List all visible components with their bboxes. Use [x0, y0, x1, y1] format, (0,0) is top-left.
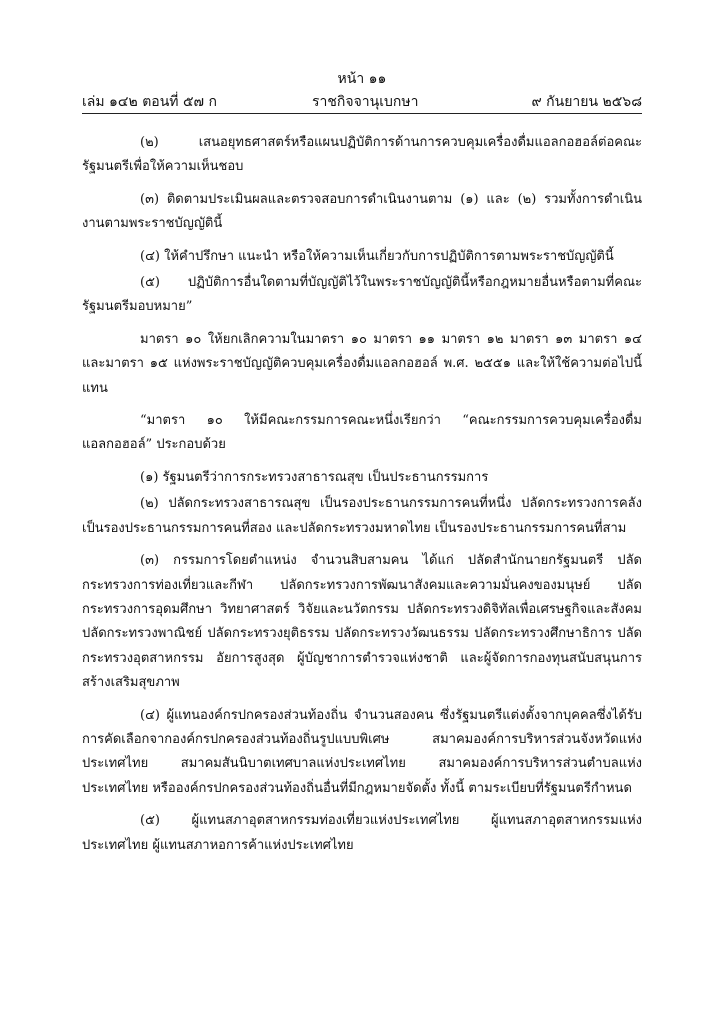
paragraph: (๑) รัฐมนตรีว่าการกระทรวงสาธารณสุข เป็นประธานกรรมการ [140, 469, 489, 485]
paragraph: (๓) ติดตามประเมินผลและตรวจสอบการดำเนินงานตาม (๑) และ (๒) รวมทั้งการดำเนินงานตามพระราชบัญญัตินี้ [82, 191, 642, 232]
document-body [82, 131, 642, 866]
paragraph: (๓) กรรมการโดยตำแหน่ง จำนวนสิบสามคน ได้แก่ ปลัดสำนักนายกรัฐมนตรี ปลัดกระทรวงการท่องเที่ยวและกีฬา ปลัดกระทรวงการพัฒนาสังคมและความมั่นคงของมนุษย์ ปลัดกระทรวงการอุดมศึกษา วิทยาศาสตร์ วิจัยและนวัตกรรม ปลัดกระทรวงดิจิทัลเพื่อเศรษฐกิจและสังคม ปลัดกระทรวงพาณิชย์ ปลัดกระทรวงยุติธรรม ปลัดกระทรวงวัฒนธรรม ปลัดกระทรวงศึกษาธิการ ปลัดกระทรวงอุตสาหกรรม อัยการสูงสุด ผู้บัญชาการตำรวจแห่งชาติ และผู้จัดการกองทุนสนับสนุนการสร้างเสริมสุขภาพ [82, 553, 642, 691]
paragraph: (๔) ผู้แทนองค์กรปกครองส่วนท้องถิ่น จำนวนสองคน ซึ่งรัฐมนตรีแต่งตั้งจากบุคคลซึ่งได้รับการคัดเลือกจากองค์กรปกครองส่วนท้องถิ่นรูปแบบพิเศษ สมาคมองค์การบริหารส่วนจังหวัดแห่งประเทศไทย สมาคมสันนิบาตเทศบาลแห่งประเทศไทย สมาคมองค์การบริหารส่วนตำบลแห่งประเทศไทย หรือองค์กรปกครองส่วนท้องถิ่นอื่นที่มีกฎหมายจัดตั้ง ทั้งนี้ ตามระเบียบที่รัฐมนตรีกำหนด [82, 707, 642, 796]
paragraph: (๕) ผู้แทนสภาอุตสาหกรรมท่องเที่ยวแห่งประเทศไทย ผู้แทนสภาอุตสาหกรรมแห่งประเทศไทย ผู้แทนสภาหอการค้าแห่งประเทศไทย [82, 813, 642, 853]
volume-issue: เล่ม ๑๔๒ ตอนที่ ๕๗ ก [82, 94, 218, 110]
section-10-text: “มาตรา ๑๐ ให้มีคณะกรรมการคณะหนึ่งเรียกว่า “คณะกรรมการควบคุมเครื่องดื่มแอลกอฮอล์” ประกอบด้วย [82, 413, 642, 453]
publication-date: ๙ กันยายน ๒๕๖๘ [531, 94, 642, 110]
paragraph: (๕) ปฏิบัติการอื่นใดตามที่บัญญัติไว้ในพระราชบัญญัตินี้หรือกฎหมายอื่นหรือตามที่คณะรัฐมนตรีมอบหมาย” [82, 275, 642, 315]
paragraph: (๒) เสนอยุทธศาสตร์หรือแผนปฏิบัติการด้านการควบคุมเครื่องดื่มแอลกอฮอล์ต่อคณะรัฐมนตรีเพื่อให้ความเห็นชอบ [82, 135, 642, 175]
section-10-amendment: มาตรา ๑๐ ให้ยกเลิกความในมาตรา ๑๐ มาตรา ๑๑ มาตรา ๑๒ มาตรา ๑๓ มาตรา ๑๔ และมาตรา ๑๕ แห่งพระราชบัญญัติควบคุมเครื่องดื่มแอลกอฮอล์ พ.ศ. ๒๕๕๑ และให้ใช้ความต่อไปนี้แทน [82, 331, 642, 396]
paragraph: (๒) ปลัดกระทรวงสาธารณสุข เป็นรองประธานกรรมการคนที่หนึ่ง ปลัดกระทรวงการคลังเป็นรองประธานกรรมการคนที่สอง และปลัดกระทรวงมหาดไทย เป็นรองประธานกรรมการคนที่สาม [82, 496, 642, 536]
paragraph: (๔) ให้คำปรึกษา แนะนำ หรือให้ความเห็นเกี่ยวกับการปฏิบัติการตามพระราชบัญญัตินี้ [140, 248, 614, 264]
gazette-header [82, 91, 642, 111]
page-number: หน้า ๑๑ [337, 71, 387, 87]
gazette-name: ราชกิจจานุเบกษา [312, 94, 419, 110]
header-divider [82, 113, 642, 114]
